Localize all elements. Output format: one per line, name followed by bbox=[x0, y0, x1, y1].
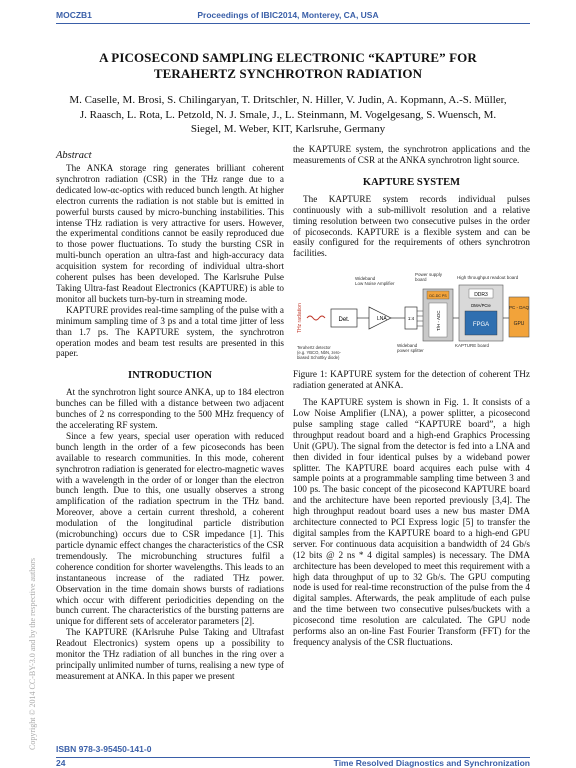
dcdc-label: DC-DC PS bbox=[429, 294, 447, 299]
introduction-heading: INTRODUCTION bbox=[127, 370, 212, 382]
authors-line-3: Siegel, M. Weber, KIT, Karlsruhe, Germany bbox=[190, 123, 386, 135]
page-number: 24 bbox=[56, 758, 66, 768]
authors-line-1: M. Caselle, M. Brosi, S. Chilingaryan, T. Dritschler, N. Hiller, V. Judin, A. Kopmann, A.-S. Müller, bbox=[69, 94, 507, 106]
dma-label: DMA/PCIe bbox=[471, 303, 491, 309]
splitter-label: 1:4 bbox=[407, 316, 415, 322]
kapture-board-caption: KAPTURE board bbox=[455, 343, 490, 349]
abstract-paragraph-2: KAPTURE provides real-time sampling of the pulse with a minimum sampling time of 3 ps and a total time jitter of less than 1.7 ps. The KAPTURE system, the synchrotron operation modes and beam test results are presented in this paper. bbox=[56, 304, 284, 359]
kapture-system-heading: KAPTURE SYSTEM bbox=[362, 176, 461, 188]
ddr3-label: DDR3 bbox=[474, 292, 488, 299]
introduction-paragraph-3: The KAPTURE (KArlsruhe Pulse Taking and Ultrafast Readout Electronics) system opens up a possibility to monitor the THz radiation of all bunches in the ring over a principally unlimited number of turns, realising a new type of measurement at ANKA. In this paper we present bbox=[56, 627, 284, 681]
gpu-label: GPU bbox=[513, 321, 525, 328]
abstract-heading: Abstract bbox=[56, 150, 92, 161]
title-line-1: A PICOSECOND SAMPLING ELECTRONIC “KAPTURE” FOR bbox=[99, 50, 477, 65]
right-column bbox=[293, 144, 530, 648]
introduction-paragraph-2: Since a few years, special user operation with reduced bunch length in the order of a few picoseconds has been available to research communities. In this mode, coherent synchrotron radiation is generated for electro-magnetic waves with a wavelength in the order of or longer than the electron bunch length. Due to this, one usually observes a strong amplification of the radiation spectrum in the THz band. Moreover, above a certain current threshold, a coherent modulation of the longitudinal particle distribution (microbunching) occurs due to CSR impedance [1]. This particle dynamic effect changes the characteristics of the CSR tremendously. The microbunching structures fulfil a coherence condition for shorter wavelengths. This leads to an instantaneous increase of the radiated THz power. Observation in the time domain shows bursts of radiations which occur with different periodicities depending on the bunch current. The characteristics of the bursting patterns are unique for different sets of accelerator parameters [2]. bbox=[56, 430, 284, 627]
abstract-paragraph-1: The ANKA storage ring generates brilliant coherent synchrotron radiation (CSR) in the THz range due to a dedicated low-αc-optics with reduced bunch length. At higher electron currents the radiation is not stable but is emitted in powerful bursts caused by micro-bunching instabilities. This intense THz radiation is very attractive for users. However, the experimental conditions cannot be easily reproduced due to those power fluctuations. To study the bursting CSR in multi-bunch operation an ultra-fast and high-accuracy data acquisition system for recording of individual ultra-short coherent pulses has been developed. The Karlsruhe Pulse Taking Ultra-fast Readout Electronics (KAPTURE) is able to monitor all buckets turn-by-turn in streaming mode. bbox=[56, 163, 284, 304]
author-list bbox=[48, 93, 528, 137]
isbn-number: ISBN 978-3-95450-141-0 bbox=[56, 744, 152, 754]
power-supply-caption: Power supply board bbox=[415, 272, 443, 283]
pc-daq-label: PC - DAQ bbox=[508, 305, 530, 311]
splitter-caption: Wideband power splitter bbox=[397, 343, 424, 354]
readout-caption: High throughput readout board bbox=[457, 275, 519, 281]
authors-line-2: J. Raasch, L. Rota, L. Petzold, N. J. Smale, J., L. Steinmann, M. Vogelgesang, S. Wuensch, M. bbox=[79, 108, 497, 121]
th-adc-label: T/H - ADC bbox=[436, 310, 441, 332]
fpga-label: FPGA bbox=[472, 322, 490, 329]
lna-caption: Wideband Low Noise Amplifier bbox=[355, 276, 395, 287]
introduction-paragraph-1: At the synchrotron light source ANKA, up to 184 electron bunches can be filled with a distance between two adjacent bunches of 2 ns corresponding to the 500 MHz frequency of the accelerating RF system. bbox=[56, 387, 284, 431]
pc-daq-box bbox=[509, 297, 529, 337]
copyright-side-note: Copyright © 2014 CC-BY-3.0 and by the respective authors bbox=[28, 557, 37, 750]
lna-label: LNA bbox=[377, 316, 387, 323]
running-header-proceedings: Proceedings of IBIC2014, Monterey, CA, USA bbox=[197, 10, 379, 20]
intro-continuation: the KAPTURE system, the synchrotron applications and the measurements of CSR at the ANKA synchrotron light source. bbox=[293, 144, 530, 165]
kapture-paragraph-1: The KAPTURE system records individual pulses continuously with a sub-millivolt resolution and a relative timing resolution between two consecutive pulses in the order of picoseconds. KAPTURE is a flexible system and can be easily configured for the requirements of others synchrotron facilities. bbox=[293, 193, 530, 259]
footer-session-title: Time Resolved Diagnostics and Synchronization bbox=[333, 758, 530, 768]
figure-1-caption: Figure 1: KAPTURE system for the detection of coherent THz radiation generated at ANKA. bbox=[293, 369, 530, 391]
left-column bbox=[56, 150, 284, 682]
figure-1-diagram bbox=[293, 263, 530, 367]
kapture-paragraph-2: The KAPTURE system is shown in Fig. 1. It consists of a Low Noise Amplifier (LNA), a power splitter, a picosecond pulse sampling stage called “KAPTURE board”, a high throughput readout board and a high-end Graphics Processing Unit (GPU). The signal from the detector is fed into a LNA and then divided in four identical pulses by a wideband power splitter. The KAPTURE board acquires each pulse with 4 sample points at a programmable sampling time between 3 and 100 ps. The basic concept of the picosecond KAPTURE board and the architecture have been reported previously [3,4]. The high throughput readout board uses a new bus master DMA architecture connected to PCI Express logic [5] to transfer the digital samples from the KAPTURE board to a high-end GPU server. For continuous data acquisition a bandwidth of 24 Gb/s (12 bits @ 2 ns * 4 digital samples) is necessary. The DMA architecture has been developed to meet this requirement with a high data throughput of up to 32 Gb/s. The GPU computing node is used for real-time reconstruction of the pulse from the 4 digital samples. Afterwards, the peak amplitude of each pulse and the time between two consecutive pulses/buckets with a picosecond time resolution are calculated. The GPU node performs also an on-line Fast Fourier Transform (FFT) for the frequency analysis of the CSR fluctuations. bbox=[293, 397, 530, 647]
detector-caption: Terahertz detector (e.g. YBCO, NbN, zero-biased Schottky diode) bbox=[297, 345, 341, 361]
paper-title bbox=[48, 50, 528, 82]
header-divider bbox=[56, 23, 530, 24]
thz-radiation-label: THz radiation bbox=[297, 303, 303, 334]
running-header-id: MOCZB1 bbox=[56, 10, 92, 20]
detector-box-label: Det. bbox=[338, 317, 350, 324]
title-line-2: TERAHERTZ SYNCHROTRON RADIATION bbox=[153, 66, 423, 81]
thz-wave-icon bbox=[307, 316, 325, 320]
